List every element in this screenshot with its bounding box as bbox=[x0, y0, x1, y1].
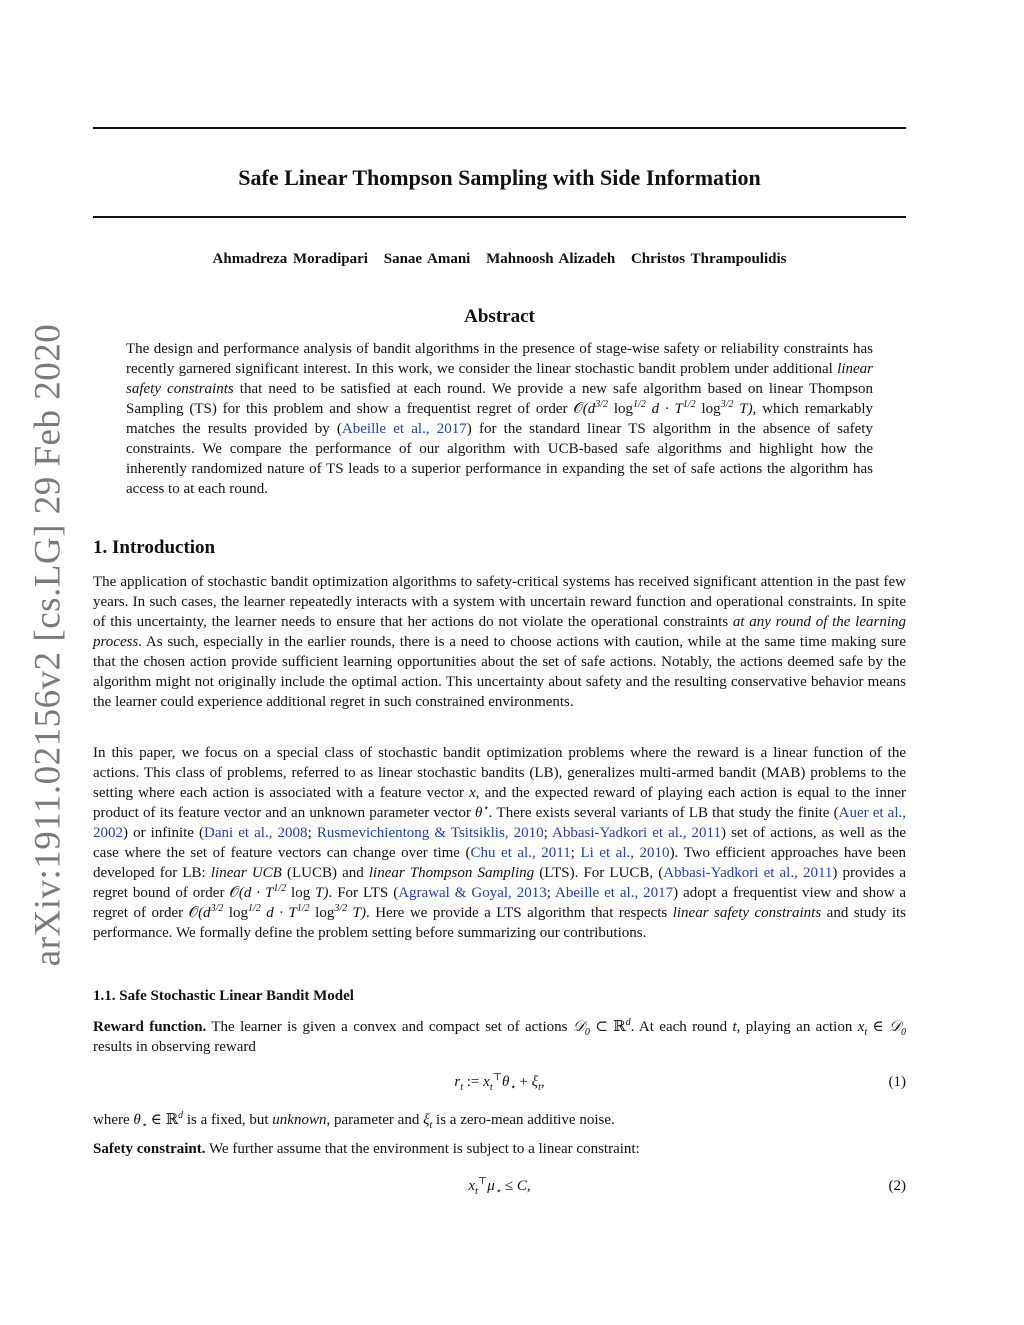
reward-function-paragraph: Reward function. The learner is given a convex and compact set of actions 𝒟$_0$ ⊂ ℝ$^d$. At each round t, playing an action $x_t$ ∈ 𝒟$_0$ results in observing reward bbox=[93, 1017, 906, 1055]
equation-reward: $r_t$ := $x_t^⊤\theta_⋆ + \xi_t$, (1) bbox=[454, 1072, 906, 1093]
author-name: Mahnoosh Alizadeh bbox=[486, 251, 616, 267]
citation-link[interactable]: Dani et al., 2008 bbox=[204, 825, 308, 841]
citation-link[interactable]: Abeille et al., 2017 bbox=[555, 885, 674, 901]
where-paragraph: where $\theta_⋆$ ∈ ℝ$^d$ is a fixed, but unknown, parameter and $\xi_t$ is a zero-mean additive noise. bbox=[93, 1110, 615, 1131]
intro-paragraph-2: In this paper, we focus on a special class of stochastic bandit optimization problems where the reward is a linear function of the actions. This class of problems, referred to as linear stochastic bandits (LB), generalizes multi-armed bandit (MAB) problems to the setting where each action is associated with a feature vector x, and the expected reward of playing each action is equal to the inner product of its feature vector and an unknown parameter vector θ⋆. There exists several variants of LB that study the finite (Auer et al., 2002) or infinite (Dani et al., 2008; Rusmevichientong & Tsitsiklis, 2010; Abbasi-Yadkori et al., 2011) set of actions, as well as the case where the set of feature vectors can change over time (Chu et al., 2011; Li et al., 2010). Two efficient approaches have been developed for LB: linear UCB (LUCB) and linear Thompson Sampling (LTS). For LUCB, (Abbasi-Yadkori et al., 2011) provides a regret bound of order 𝒪(d · $T^{1/2}$ log T). For LTS (Agrawal & Goyal, 2013; Abeille et al., 2017) adopt a frequentist view and show a regret of order $𝒪(d^{3/2}$ $\log^{1/2} d \cdot T^{1/2}$ $\log^{3/2} T$). Here we provide a LTS algorithm that respects linear safety constraints and study its performance. We formally define the problem setting before summarizing our contributions. bbox=[93, 745, 907, 941]
citation-link[interactable]: Chu et al., 2011 bbox=[470, 845, 571, 861]
citation-link[interactable]: Rusmevichientong & Tsitsiklis, 2010 bbox=[316, 825, 544, 841]
author-name: Christos Thrampoulidis bbox=[630, 251, 787, 267]
equation-number: (1) bbox=[888, 1074, 906, 1090]
citation-link[interactable]: Auer et al., 2002 bbox=[93, 805, 907, 841]
citation-link[interactable]: Abeille et al., 2017 bbox=[341, 421, 467, 437]
author-name: Ahmadreza Moradipari bbox=[212, 251, 368, 267]
intro-paragraph-1: The application of stochastic bandit optimization algorithms to safety-critical systems has received significant attention in the past few years. In such cases, the learner repeatedly interacts with a system with uncertain reward function and operational constraints. In spite of this uncertainty, the learner needs to ensure that her actions do not violate the operational constraints at any round of the learning process. As such, especially in the earlier rounds, there is a need to choose actions with caution, while at the same time making sure that the chosen action provide sufficient learning opportunities about the set of safe actions. Notably, the actions deemed safe by the algorithm might not originally include the optimal action. This uncertainty about safety and the resulting conservative behavior means the learner could experience additional regret in such constrained environments. bbox=[93, 574, 906, 710]
author-name: Sanae Amani bbox=[383, 251, 471, 267]
citation-link[interactable]: Agrawal & Goyal, 2013 bbox=[398, 885, 547, 901]
author-list bbox=[93, 251, 906, 268]
abstract-heading: Abstract bbox=[464, 306, 535, 327]
subsection-heading-model: 1.1. Safe Stochastic Linear Bandit Model bbox=[93, 988, 354, 1004]
citation-link[interactable]: Li et al., 2010 bbox=[580, 845, 670, 861]
citation-link[interactable]: Abbasi-Yadkori et al., 2011 bbox=[663, 865, 833, 881]
section-heading-introduction: 1. Introduction bbox=[93, 537, 216, 558]
title-rule-bottom bbox=[93, 216, 906, 218]
regret-bound-math: $𝒪(d^{3/2}$ $\log^{1/2} d \cdot T^{1/2}$ $\log^{3/2} T$) bbox=[573, 399, 753, 417]
paper-title: Safe Linear Thompson Sampling with Side Information bbox=[238, 165, 761, 190]
abstract-text: The design and performance analysis of bandit algorithms in the presence of stage-wise safety or reliability constraints has recently garnered significant interest. In this work, we consider the linear stochastic bandit problem under additional linear safety constraints that need to be satisfied at each round. We provide a new safe algorithm based on linear Thompson Sampling (TS) for this problem and show a frequentist regret of order $𝒪(d^{3/2}$ $\log^{1/2} d \cdot T^{1/2}$ $\log^{3/2} T$), which remarkably matches the results provided by (Abeille et al., 2017) for the standard linear TS algorithm in the absence of safety constraints. We compare the performance of our algorithm with UCB-based safe algorithms and highlight how the inherently randomized nature of TS leads to a superior performance in expanding the set of safe actions the algorithm has access to at each round. bbox=[126, 341, 873, 497]
citation-link[interactable]: Abbasi-Yadkori et al., 2011 bbox=[552, 825, 721, 841]
title-rule-top bbox=[93, 127, 906, 129]
equation-number: (2) bbox=[888, 1178, 906, 1194]
arxiv-identifier: arXiv:1911.02156v2 [cs.LG] 29 Feb 2020 bbox=[27, 323, 69, 967]
equation-constraint: $x_t^⊤\mu_⋆ \le C$, (2) bbox=[468, 1176, 906, 1197]
safety-constraint-paragraph: Safety constraint. We further assume that the environment is subject to a linear constraint: bbox=[93, 1141, 640, 1157]
